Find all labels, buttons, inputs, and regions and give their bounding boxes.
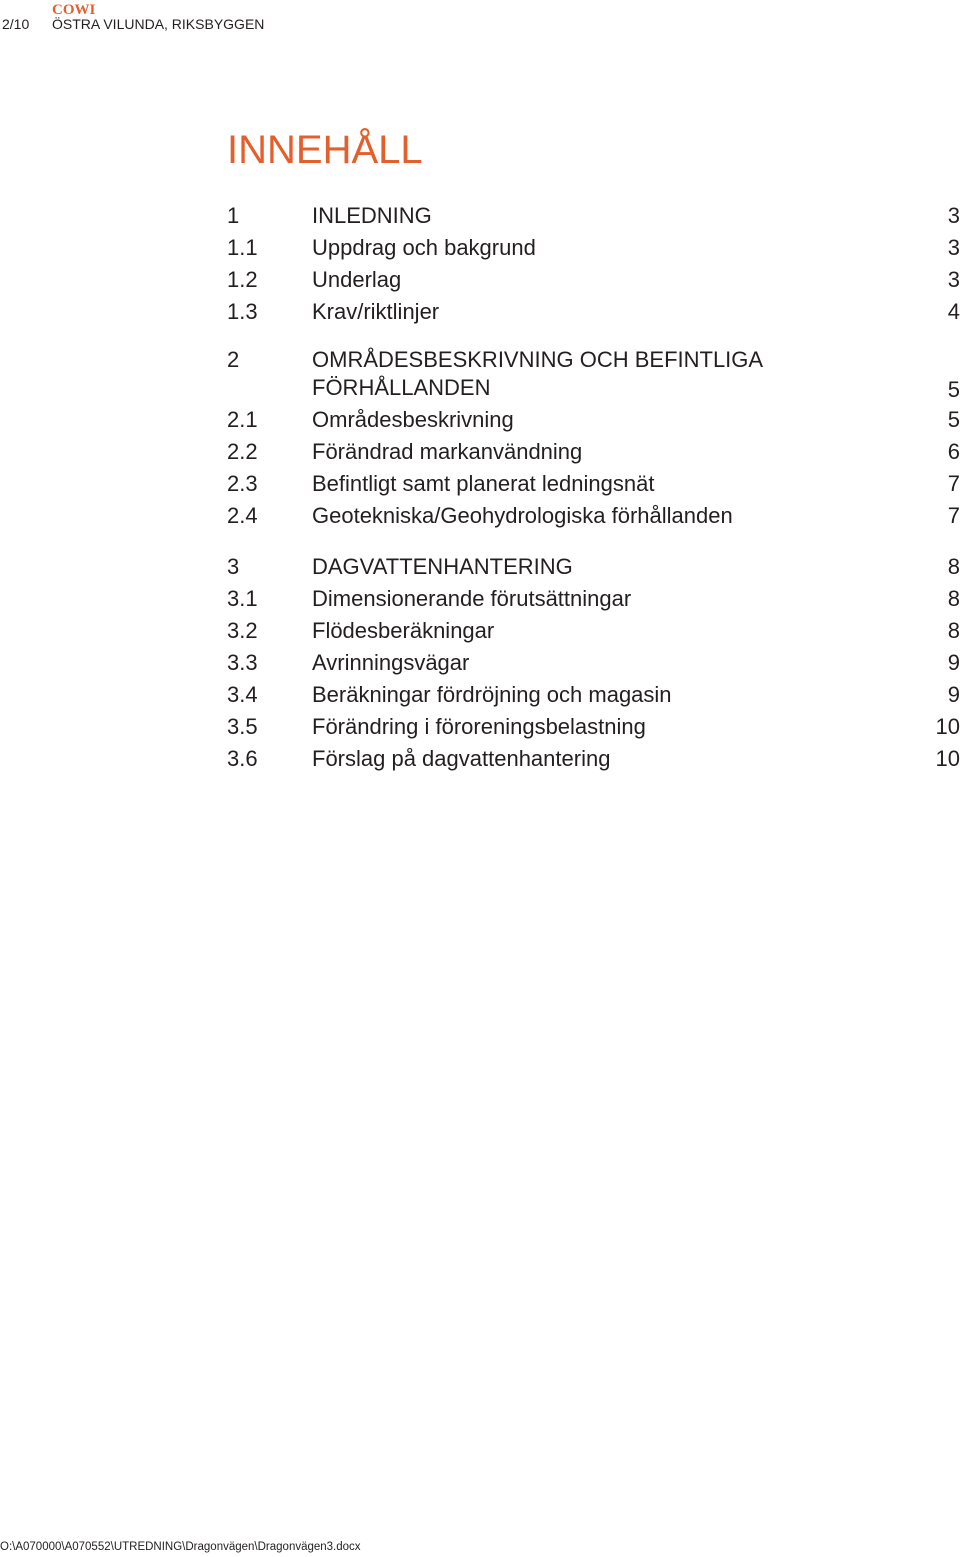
- page-header: [0, 0, 960, 40]
- toc-entry-title: INLEDNING: [312, 203, 432, 228]
- toc-entry-number: 3.4: [227, 682, 258, 707]
- toc-entry-page: 3: [947, 235, 960, 260]
- footer-file-path: O:\A070000\A070552\UTREDNING\Dragonvägen\Dragonvägen3.docx: [0, 1541, 361, 1553]
- toc-entry-1-1[interactable]: [227, 232, 960, 264]
- cowi-logo: COWI: [52, 2, 96, 18]
- toc-entry-page: 4: [947, 299, 960, 324]
- toc-entry-number: 2.1: [227, 407, 258, 432]
- toc-heading: INNEHÅLL: [227, 128, 423, 172]
- toc-entry-page: 5: [947, 377, 960, 402]
- toc-entry-3-4[interactable]: [227, 679, 960, 711]
- toc-entry-title: Uppdrag och bakgrund: [312, 235, 536, 260]
- toc-entry-title: Flödesberäkningar: [312, 618, 495, 643]
- toc-entry-3-6[interactable]: [227, 743, 960, 775]
- toc-entry-number: 1.3: [227, 299, 258, 324]
- toc-entry-number: 2: [227, 347, 240, 372]
- toc-entry-number: 1: [227, 203, 240, 228]
- toc-entry-title: [312, 346, 763, 402]
- toc-entry-page: 5: [947, 407, 960, 432]
- toc-entry-number: 1.1: [227, 235, 258, 260]
- toc-entry-2-2[interactable]: [227, 436, 960, 468]
- toc-entry-title: Förändring i föroreningsbelastning: [312, 714, 646, 739]
- toc-entry-title: Geotekniska/Geohydrologiska förhållanden: [312, 503, 733, 528]
- toc-entry-number: 3.3: [227, 650, 258, 675]
- toc-entry-number: 2.4: [227, 503, 258, 528]
- toc-entry-2[interactable]: [227, 346, 960, 404]
- toc-entry-title: Dimensionerande förutsättningar: [312, 586, 632, 611]
- toc-entry-page: 9: [947, 650, 960, 675]
- toc-entry-number: 2.3: [227, 471, 258, 496]
- toc-entry-number: 3.5: [227, 714, 258, 739]
- document-title: ÖSTRA VILUNDA, RIKSBYGGEN: [52, 16, 265, 32]
- page-number: 2/10: [2, 16, 30, 32]
- toc-entry-1-3[interactable]: [227, 296, 960, 328]
- toc-entry-number: 3.6: [227, 746, 258, 771]
- toc-entry-number: 3.1: [227, 586, 258, 611]
- toc-entry-title: Avrinningsvägar: [312, 650, 470, 675]
- toc-entry-1-2[interactable]: [227, 264, 960, 296]
- toc-entry-title-line1: OMRÅDESBESKRIVNING OCH BEFINTLIGA: [312, 347, 764, 372]
- toc-entry-3[interactable]: [227, 551, 960, 583]
- toc-entry-2-1[interactable]: [227, 404, 960, 436]
- toc-entry-number: 1.2: [227, 267, 258, 292]
- toc-entry-page: 8: [947, 586, 960, 611]
- toc-entry-title: Beräkningar fördröjning och magasin: [312, 682, 672, 707]
- toc-entry-page: 9: [947, 682, 960, 707]
- toc-entry-page: 7: [947, 503, 960, 528]
- toc-entry-3-5[interactable]: [227, 711, 960, 743]
- toc-entry-title: DAGVATTENHANTERING: [312, 554, 573, 579]
- toc-entry-page: 8: [947, 554, 960, 579]
- toc-entry-page: 8: [947, 618, 960, 643]
- toc-entry-2-3[interactable]: [227, 468, 960, 500]
- table-of-contents: [227, 200, 960, 775]
- toc-entry-3-2[interactable]: [227, 615, 960, 647]
- toc-entry-number: 3: [227, 554, 240, 579]
- toc-entry-page: 10: [935, 746, 960, 771]
- toc-entry-title-line2: FÖRHÅLLANDEN: [312, 375, 491, 400]
- toc-entry-3-3[interactable]: [227, 647, 960, 679]
- toc-entry-page: 10: [935, 714, 960, 739]
- toc-entry-3-1[interactable]: [227, 583, 960, 615]
- toc-entry-page: 3: [947, 203, 960, 228]
- toc-entry-title: Områdesbeskrivning: [312, 407, 514, 432]
- toc-entry-title: Underlag: [312, 267, 402, 292]
- toc-entry-title: Förändrad markanvändning: [312, 439, 583, 464]
- toc-entry-1[interactable]: [227, 200, 960, 232]
- toc-entry-number: 2.2: [227, 439, 258, 464]
- toc-entry-page: 6: [947, 439, 960, 464]
- toc-entry-page: 7: [947, 471, 960, 496]
- toc-entry-2-4[interactable]: [227, 500, 960, 532]
- toc-entry-title: Krav/riktlinjer: [312, 299, 440, 324]
- toc-entry-title: Befintligt samt planerat ledningsnät: [312, 471, 655, 496]
- toc-entry-number: 3.2: [227, 618, 258, 643]
- toc-entry-title: Förslag på dagvattenhantering: [312, 746, 611, 771]
- toc-entry-page: 3: [947, 267, 960, 292]
